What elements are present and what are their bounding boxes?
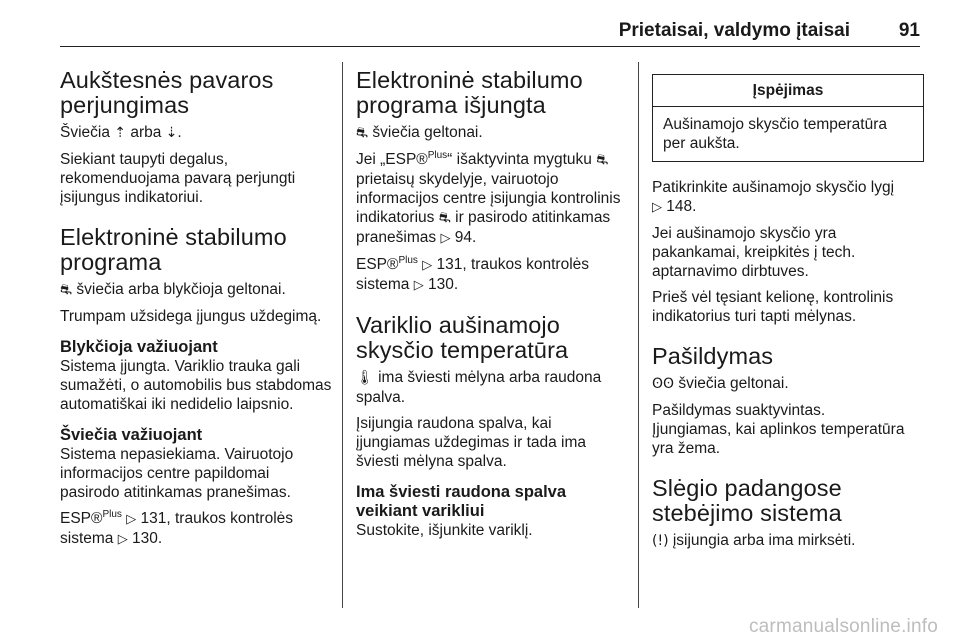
paragraph: Sustokite, išjunkite variklį.	[356, 522, 533, 539]
paragraph: Trumpam užsidega įjungus uždegimą.	[60, 308, 322, 325]
thermometer-icon: 🌡	[356, 370, 374, 386]
text: “ išaktyvinta mygtuku	[447, 151, 597, 168]
page-header	[60, 16, 920, 47]
paragraph	[652, 531, 924, 551]
paragraph: Jei aušinamojo skysčio yra pakankamai, kreipkitės į tech. aptarnavimo dirbtuves.	[652, 225, 856, 280]
paragraph: Siekiant taupyti degalus, rekomenduojama pavarą perjungti įsijungus indikatoriui.	[60, 151, 296, 206]
text: 148.	[662, 198, 697, 215]
text: Patikrinkite aušinamojo skysčio lygį	[652, 179, 895, 196]
text: Šviečia	[60, 124, 115, 141]
section-title: Pašildymas	[652, 343, 774, 369]
page-title: Prietaisai, valdymo įtaisai	[618, 20, 850, 41]
text: arba	[126, 124, 166, 141]
arrow-ref-icon: ▷	[652, 200, 662, 215]
section-title: Slėgio padangose stebėjimo sistema	[652, 475, 842, 526]
superscript: Plus	[102, 508, 122, 520]
text: įsijungia arba ima mirksėti.	[668, 532, 856, 549]
text: Pašildymas suaktyvintas.	[652, 402, 826, 419]
paragraph: Įjungiamas, kai aplinkos temperatūra yra žema.	[652, 421, 905, 457]
paragraph	[652, 401, 924, 420]
column-1	[60, 68, 332, 556]
text: 130.	[127, 530, 163, 547]
warning-box	[652, 74, 924, 162]
page-number: 91	[898, 20, 920, 41]
superscript: Plus	[427, 149, 448, 161]
arrow-ref-icon: ▷	[126, 512, 137, 527]
esp-car-icon: ⛐	[438, 210, 451, 226]
text: šviečia geltonai.	[368, 124, 483, 141]
text: Jei „ESP®	[356, 151, 428, 168]
subsection-title: Ima šviesti raudona spalva veikiant varikliui	[356, 483, 567, 520]
text: 131, traukos kontrolės sistema	[356, 256, 590, 293]
section-title: Variklio aušinamojo skysčio temperatūra	[356, 312, 569, 363]
esp-car-icon: ⛐	[596, 152, 609, 168]
text: 94.	[450, 229, 477, 246]
arrow-ref-icon: ▷	[440, 231, 451, 246]
paragraph	[356, 368, 628, 407]
upshift-icon: ⇡	[114, 125, 127, 141]
paragraph	[60, 123, 332, 143]
text: prietaisų skydelyje, vairuotojo informacijos centre įsijungia kontrolinis indikatorius	[356, 171, 621, 226]
paragraph	[356, 255, 628, 295]
column-3	[652, 74, 924, 558]
paragraph	[356, 150, 628, 248]
paragraph: Sistema nepasiekiama. Vairuotojo informacijos centre papildomai pasirodo atitinkamas pranešimas.	[60, 446, 294, 501]
warning-title: Įspėjimas	[653, 75, 923, 107]
text: šviečia arba blykčioja geltonai.	[72, 281, 286, 298]
column-divider	[342, 62, 343, 608]
arrow-ref-icon: ▷	[422, 258, 433, 273]
esp-car-icon: ⛐	[356, 125, 369, 141]
paragraph	[356, 123, 628, 143]
paragraph	[60, 509, 332, 549]
watermark: carmanualsonline.info	[748, 616, 938, 637]
section-title: Elektroninė stabilumo programa	[60, 224, 287, 275]
superscript: Plus	[398, 254, 418, 266]
column-divider	[638, 62, 639, 608]
paragraph	[60, 280, 332, 300]
subsection-title: Šviečia važiuojant	[60, 426, 203, 444]
text: 130.	[423, 276, 459, 293]
warning-body: Aušinamojo skysčio temperatūra per aukšta.	[663, 116, 887, 152]
paragraph	[652, 374, 924, 394]
paragraph: Sistema įjungta. Variklio trauka gali sumažėti, o automobilis bus stabdomas automatiškai iki nedidelio laipsnio.	[60, 358, 332, 413]
text: ir pasirodo atitinkamas pranešimas	[356, 209, 611, 246]
text: .	[177, 124, 182, 141]
text: šviečia geltonai.	[674, 375, 789, 392]
paragraph	[652, 178, 924, 217]
column-2	[356, 68, 628, 547]
section-title: Elektroninė stabilumo programa išjungta	[356, 67, 583, 118]
arrow-ref-icon: ▷	[413, 278, 424, 293]
tire-pressure-icon: (!)	[652, 533, 669, 549]
esp-car-icon: ⛐	[60, 282, 73, 298]
paragraph: Įsijungia raudona spalva, kai įjungiamas uždegimas ir tada ima šviesti mėlyna spalva.	[356, 415, 587, 470]
text: ESP®	[356, 256, 399, 273]
subsection-title: Blykčioja važiuojant	[60, 338, 218, 356]
paragraph: Prieš vėl tęsiant kelionę, kontrolinis indikatorius turi tapti mėlynas.	[652, 289, 894, 325]
glow-plug-icon: ʘʘ	[652, 376, 675, 392]
text: ESP®	[60, 510, 103, 527]
downshift-icon: ⇣	[165, 125, 178, 141]
text: ima šviesti mėlyna arba raudona spalva.	[356, 369, 602, 406]
arrow-ref-icon: ▷	[117, 532, 128, 547]
section-title: Aukštesnės pavaros perjungimas	[60, 67, 274, 118]
text: 131, traukos kontrolės sistema	[60, 510, 294, 547]
